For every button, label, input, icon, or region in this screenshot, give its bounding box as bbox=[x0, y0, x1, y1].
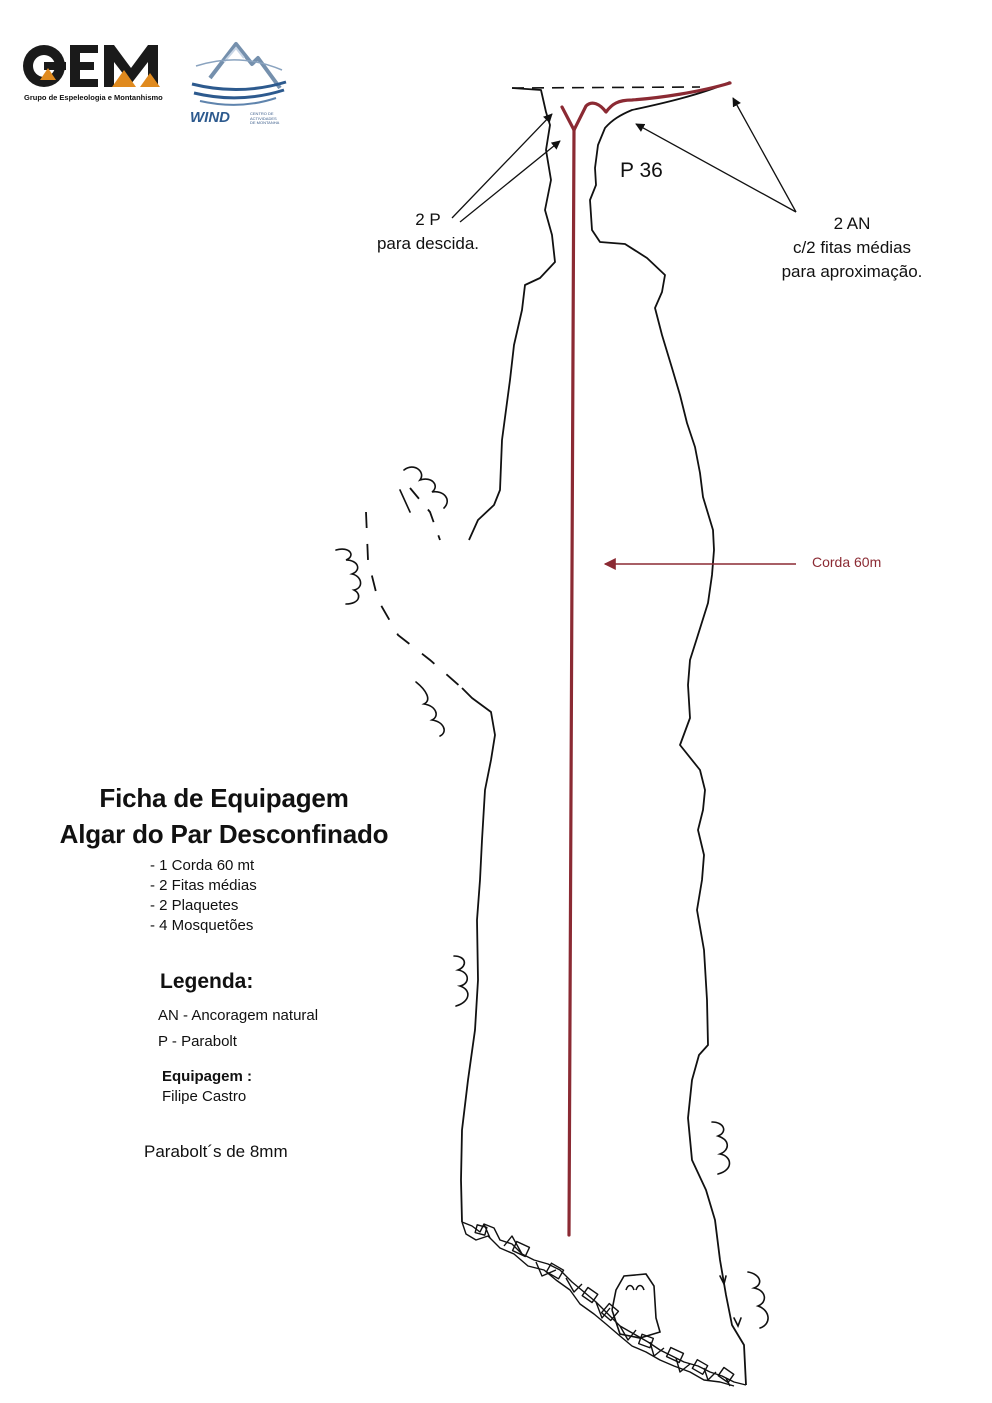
cave-dashed-wall bbox=[366, 512, 462, 688]
wind-subtitle-line: ACTIVIDADES bbox=[250, 115, 277, 121]
boulder-floor bbox=[462, 1222, 746, 1386]
wind-subtitle-line: DE MONTANHA bbox=[250, 120, 280, 125]
annotation-right-line: c/2 fitas médias bbox=[792, 238, 912, 257]
rope-label: Corda 60m bbox=[812, 554, 882, 570]
stalagmite-block bbox=[612, 1274, 660, 1338]
sheet-title-line1: Ficha de Equipagem bbox=[99, 783, 349, 813]
equipment-item: - 2 Fitas médias bbox=[150, 877, 257, 894]
wind-subtitle-line: CENTRO DE bbox=[250, 111, 274, 116]
legend-item-an: AN - Ancoragem natural bbox=[158, 1007, 319, 1024]
sheet-title-line2: Algar do Par Desconfinado bbox=[59, 819, 389, 849]
flowstone-symbols bbox=[336, 467, 768, 1328]
cave-left-wall-lower bbox=[461, 688, 495, 1222]
wind-subtitle bbox=[250, 112, 279, 126]
equipment-item: - 4 Mosquetões bbox=[150, 917, 254, 934]
rigging-title: Equipagem : bbox=[162, 1068, 253, 1085]
annotation-right-line: 2 AN bbox=[833, 214, 871, 233]
equipment-item: - 2 Plaquetes bbox=[150, 897, 239, 914]
sheet-title bbox=[60, 780, 389, 852]
equipment-list bbox=[150, 856, 257, 936]
gem-logo bbox=[23, 45, 160, 87]
equipment-item: - 1 Corda 60 mt bbox=[150, 857, 255, 874]
annotation-left-line: para descida. bbox=[376, 234, 480, 253]
bolt-note: Parabolt´s de 8mm bbox=[144, 1142, 288, 1161]
annotation-right-line: para aproximação. bbox=[781, 262, 923, 281]
gem-subtitle: Grupo de Espeleologia e Montanhismo bbox=[24, 93, 163, 102]
annotation-left bbox=[377, 208, 479, 256]
wind-logo-mark bbox=[192, 44, 286, 105]
surface-dashed-line bbox=[512, 87, 700, 88]
cave-dashed-wall-upper bbox=[410, 488, 440, 540]
legend-item-p: P - Parabolt bbox=[158, 1033, 237, 1050]
annotation-right bbox=[782, 212, 923, 284]
legend-title: Legenda: bbox=[160, 970, 254, 993]
wind-logo-text: WIND bbox=[190, 109, 230, 126]
rigging-name: Filipe Castro bbox=[162, 1088, 247, 1105]
annotation-left-line: 2 P bbox=[415, 210, 441, 229]
rope-60m bbox=[562, 83, 730, 1235]
pitch-label: P 36 bbox=[620, 159, 663, 182]
cave-right-wall-upper bbox=[590, 82, 746, 1385]
